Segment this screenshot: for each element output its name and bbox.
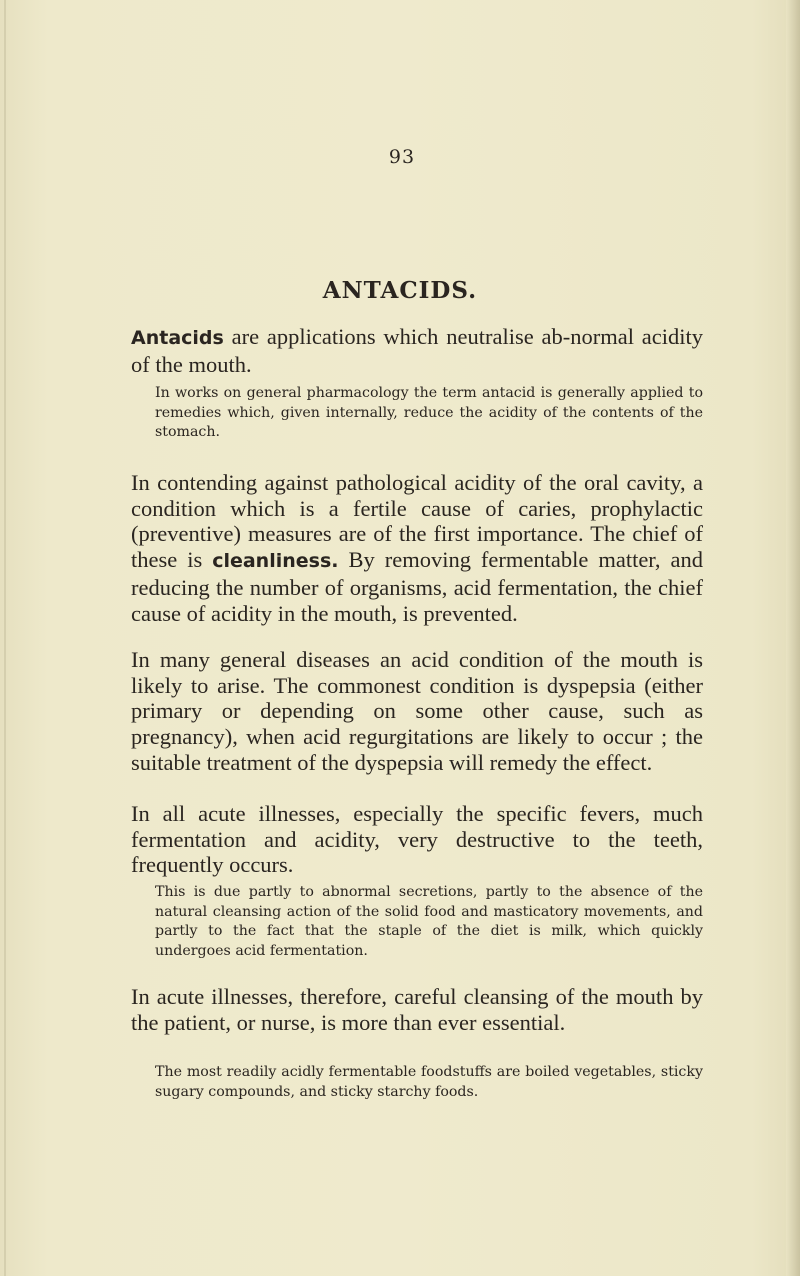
page-number: 93 bbox=[388, 146, 416, 168]
paragraph-prophylaxis bbox=[131, 470, 703, 626]
note-abnormal-secretions: This is due partly to abnormal secretions, partly to the absence of the natural cleansing action of the solid food and masticatory movements, and partly to the fact that the staple of the diet is milk, which quickly undergoes acid fermentation. bbox=[155, 884, 703, 960]
paragraph-acute-illnesses: In all acute illnesses, especially the specific fevers, much fermentation and acidity, very destructive to the teeth, frequently occurs. bbox=[131, 801, 703, 878]
antacids-lead-word: Antacids bbox=[131, 327, 224, 349]
paragraph-cleansing-essential: In acute illnesses, therefore, careful cleansing of the mouth by the patient, or nurse, is more than ever essential. bbox=[131, 984, 703, 1035]
section-heading: ANTACIDS. bbox=[322, 277, 478, 304]
paragraph-prophylaxis-text-a: In contending against pathological acidity of the oral cavity, a condition which is a fertile cause of caries, prophylactic (preventive) measures are of the first importance. The chief of these is bbox=[131, 470, 703, 573]
paragraph-definition-text: are applications which neutralise ab-normal acidity of the mouth. bbox=[131, 324, 703, 377]
paragraph-prophylaxis-text-b: By removing fermentable matter, and reducing the number of organisms, acid fermentation, the chief cause of acidity in the mouth, is prevented. bbox=[131, 547, 703, 626]
paragraph-general-diseases: In many general diseases an acid condition of the mouth is likely to arise. The commonest condition is dyspepsia (either primary or depending on some other cause, such as pregnancy), when acid regurgitations are likely to occur ; the suitable treatment of the dyspepsia will remedy the effect. bbox=[131, 647, 703, 775]
page-edge-left bbox=[4, 0, 6, 1276]
note-fermentable-foodstuffs: The most readily acidly fermentable foodstuffs are boiled vegetables, sticky sugary compounds, and sticky starchy foods. bbox=[155, 1064, 703, 1100]
note-general-pharmacology: In works on general pharmacology the term antacid is generally applied to remedies which, given internally, reduce the acidity of the contents of the stomach. bbox=[155, 385, 703, 441]
cleanliness-bold-word: cleanliness. bbox=[212, 550, 339, 573]
page-edge-right bbox=[786, 0, 800, 1276]
paragraph-definition bbox=[131, 324, 703, 377]
